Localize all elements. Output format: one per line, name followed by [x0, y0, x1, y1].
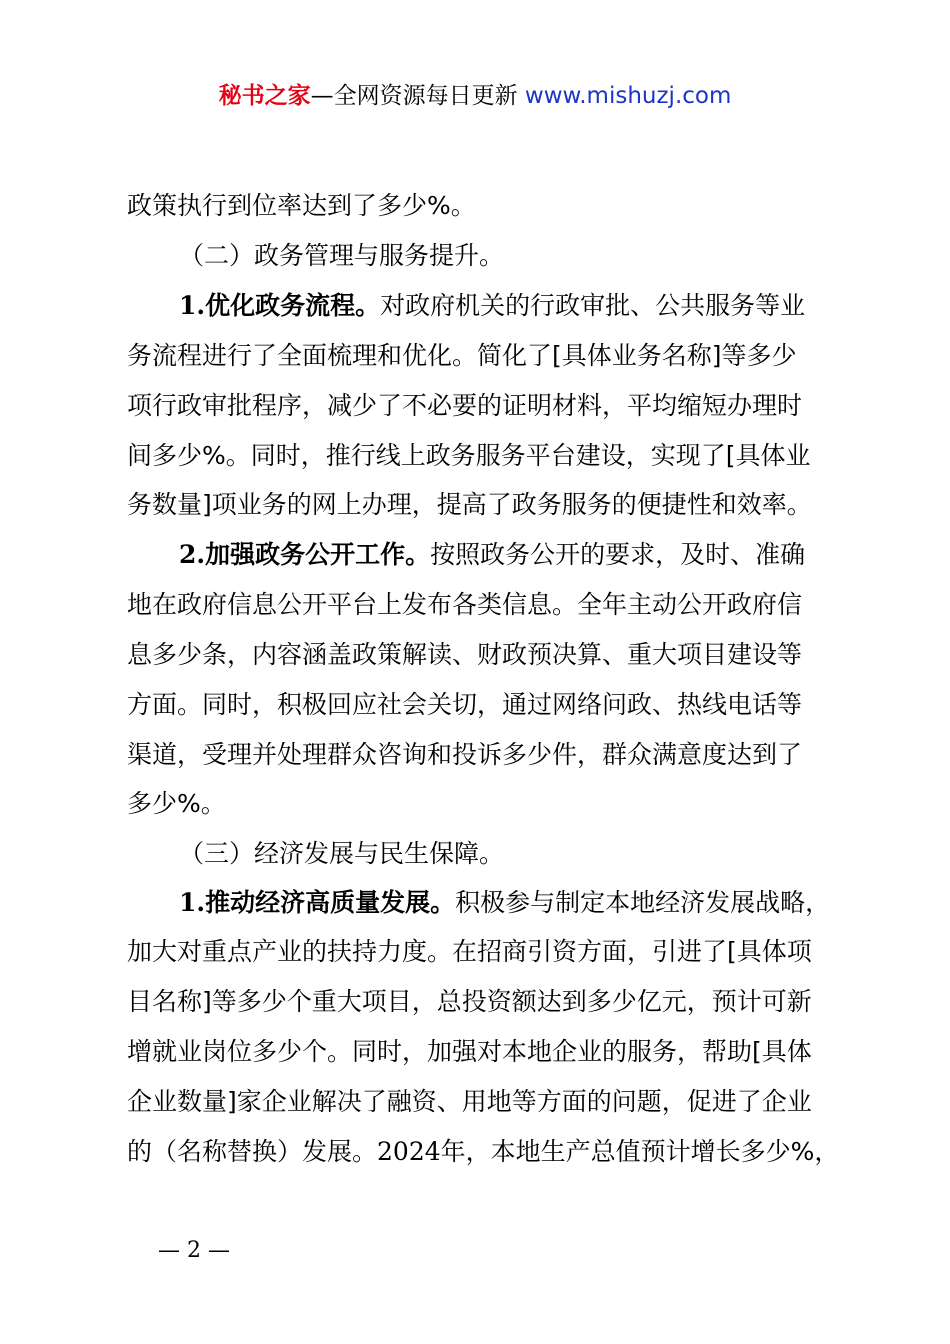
paragraph-line: [127, 1135, 839, 1169]
paragraph-line: 息多少条，内容涵盖政策解读、财政预决算、重大项目建设等: [127, 640, 803, 669]
section-heading-3: （三）经济发展与民生保障。: [179, 839, 505, 868]
item-heading-line: [179, 886, 830, 920]
item-heading-line: [179, 289, 805, 323]
item-lead: 推动经济高质量发展。: [205, 888, 456, 917]
header-slogan: 全网资源每日更新: [333, 83, 525, 109]
year-number: 2024: [377, 1137, 441, 1166]
paragraph-line: 政策执行到位率达到了多少%。: [127, 191, 476, 220]
paragraph-line: 务数量]项业务的网上办理，提高了政务服务的便捷性和效率。: [127, 490, 812, 519]
item-rest: 积极参与制定本地经济发展战略，: [455, 888, 831, 917]
paragraph-line: 务流程进行了全面梳理和优化。简化了[具体业务名称]等多少: [127, 341, 797, 370]
paragraph-line: 增就业岗位多少个。同时，加强对本地企业的服务，帮助[具体: [127, 1037, 812, 1066]
header-brand: 秘书之家: [218, 83, 311, 109]
item-rest: 对政府机关的行政审批、公共服务等业: [380, 291, 806, 320]
item-heading-line: [179, 538, 805, 572]
paragraph-line: 目名称]等多少个重大项目，总投资额达到多少亿元，预计可新: [127, 987, 812, 1016]
header-dash: —: [310, 83, 334, 109]
item-rest: 按照政务公开的要求，及时、准确: [430, 540, 806, 569]
item-number: 2.: [179, 540, 206, 569]
header-url-link[interactable]: www.mishuzj.com: [524, 83, 732, 109]
page-number: — 2 —: [158, 1238, 230, 1263]
item-number: 1.: [179, 291, 206, 320]
site-header: [0, 80, 950, 112]
line-post: 年，本地生产总值预计增长多少%，: [440, 1137, 840, 1166]
item-lead: 加强政务公开工作。: [205, 540, 431, 569]
line-pre: 的（名称替换）发展。: [127, 1137, 378, 1166]
section-heading-2: （二）政务管理与服务提升。: [179, 241, 505, 270]
paragraph-line: 渠道，受理并处理群众咨询和投诉多少件，群众满意度达到了: [127, 740, 803, 769]
item-number: 1.: [179, 888, 206, 917]
paragraph-line: 项行政审批程序，减少了不必要的证明材料，平均缩短办理时: [127, 391, 803, 420]
item-lead: 优化政务流程。: [205, 291, 381, 320]
paragraph-line: 企业数量]家企业解决了融资、用地等方面的问题，促进了企业: [127, 1087, 812, 1116]
paragraph-line: 间多少%。同时，推行线上政务服务平台建设，实现了[具体业: [127, 441, 811, 470]
paragraph-line: 方面。同时，积极回应社会关切，通过网络问政、热线电话等: [127, 690, 803, 719]
paragraph-line: 加大对重点产业的扶持力度。在招商引资方面，引进了[具体项: [127, 937, 812, 966]
paragraph-line: 地在政府信息公开平台上发布各类信息。全年主动公开政府信: [127, 590, 803, 619]
paragraph-line: 多少%。: [127, 789, 226, 818]
